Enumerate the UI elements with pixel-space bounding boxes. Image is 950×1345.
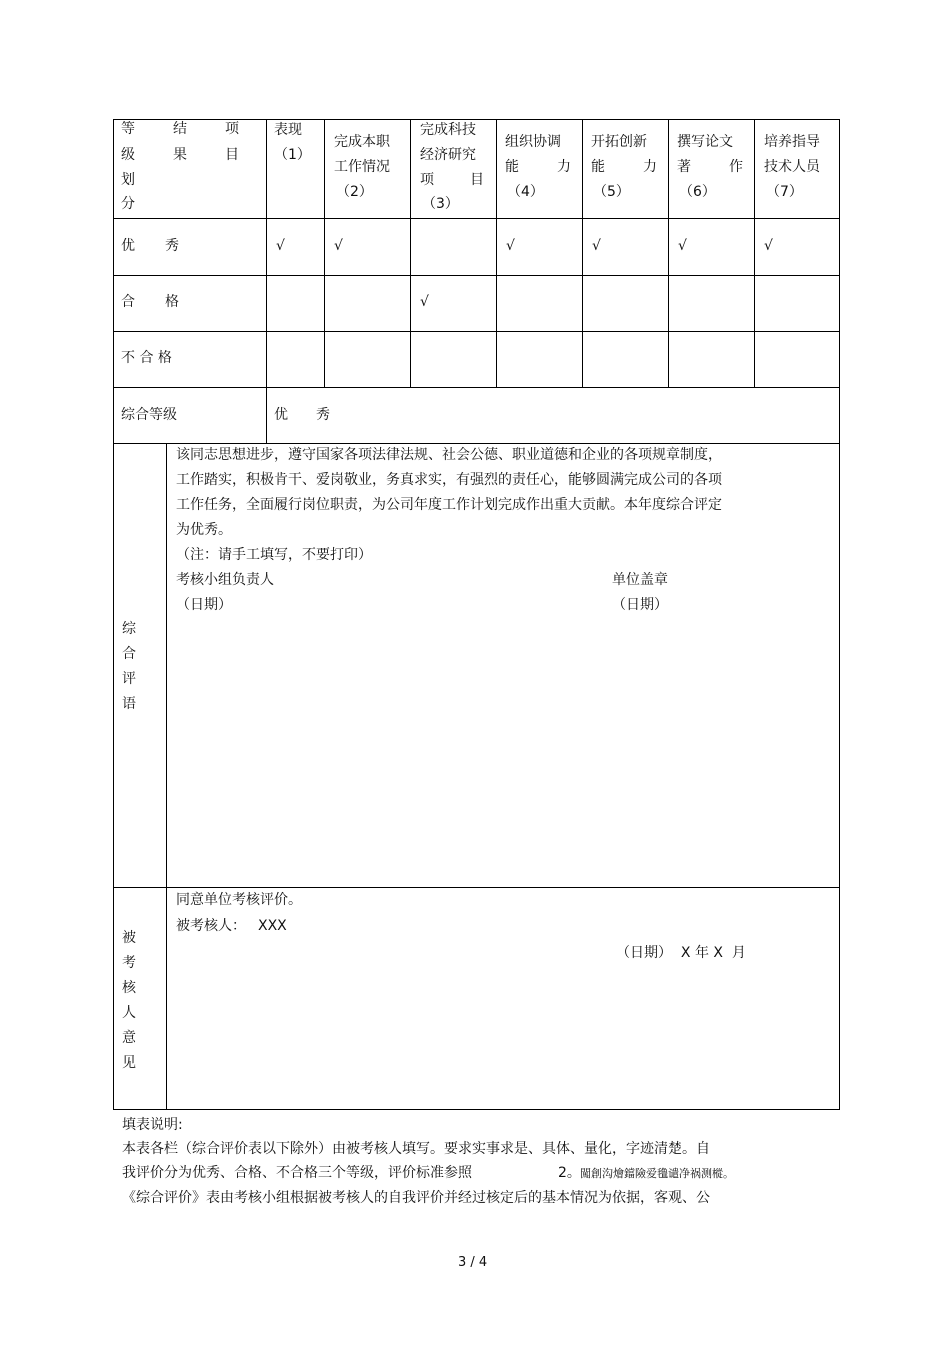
corner-text: 目 bbox=[225, 147, 239, 163]
assessee-name: XXX bbox=[258, 918, 287, 934]
overall-grade-value: 秀 bbox=[316, 407, 330, 423]
overall-grade-value: 优 bbox=[274, 407, 288, 423]
header-text: 著 bbox=[677, 159, 691, 175]
notes-garbled-text: 闖創沟燴鐺險爱氇谴净祸测樅。 bbox=[580, 1167, 734, 1180]
notes-number: 2。 bbox=[558, 1165, 581, 1181]
header-text: （5） bbox=[593, 184, 630, 200]
assessee-label: 被考核人： bbox=[176, 918, 246, 934]
row-label: 秀 bbox=[165, 238, 179, 254]
header-text: 表现 bbox=[274, 122, 302, 138]
check-mark: √ bbox=[506, 238, 515, 254]
leader-label: 考核小组负责人 bbox=[176, 572, 274, 588]
header-text: （6） bbox=[679, 184, 716, 200]
page-number: 3 / 4 bbox=[458, 1255, 488, 1270]
check-mark: √ bbox=[592, 238, 601, 254]
seal-date: （日期） bbox=[612, 597, 668, 613]
opinion-label: 被 考 核 人 意 见 bbox=[122, 930, 136, 1071]
row-label: 合 bbox=[121, 294, 135, 310]
header-text: 培养指导 bbox=[764, 134, 820, 150]
opinion-date: （日期） X 年 X 月 bbox=[616, 945, 746, 961]
row-label: 优 bbox=[121, 238, 135, 254]
header-text: 经济研究 bbox=[420, 147, 476, 163]
header-text: 能 bbox=[505, 159, 519, 175]
corner-text: 等 bbox=[121, 121, 135, 137]
corner-text: 结 bbox=[173, 121, 187, 137]
header-text: 完成科技 bbox=[420, 122, 476, 138]
comment-note: （注：请手工填写，不要打印） bbox=[176, 547, 372, 563]
header-text: （7） bbox=[766, 184, 803, 200]
header-text: 项 bbox=[420, 172, 434, 188]
corner-text: 项 bbox=[225, 121, 239, 137]
seal-label: 单位盖章 bbox=[612, 572, 668, 588]
comment-line: 工作踏实，积极肯干、爱岗敬业，务真求实，有强烈的责任心，能够圆满完成公司的各项 bbox=[176, 472, 722, 488]
notes-line: 我评价分为优秀、合格、不合格三个等级，评价标准参照 bbox=[122, 1165, 472, 1181]
check-mark: √ bbox=[764, 238, 773, 254]
header-text: 组织协调 bbox=[505, 134, 561, 150]
row-label: 格 bbox=[165, 294, 179, 310]
header-text: （3） bbox=[422, 196, 459, 212]
header-text: 撰写论文 bbox=[677, 134, 733, 150]
header-text: 工作情况 bbox=[334, 159, 390, 175]
header-text: 开拓创新 bbox=[591, 134, 647, 150]
header-text: （2） bbox=[336, 184, 373, 200]
comment-line: 该同志思想进步，遵守国家各项法律法规、社会公德、职业道德和企业的各项规章制度， bbox=[176, 447, 722, 463]
row-label: 不 合 格 bbox=[121, 350, 172, 366]
notes-line: 本表各栏（综合评价表以下除外）由被考核人填写。要求实事求是、具体、量化，字迹清楚。自 bbox=[122, 1141, 710, 1157]
comment-line: 工作任务，全面履行岗位职责，为公司年度工作计划完成作出重大贡献。本年度综合评定 bbox=[176, 497, 722, 513]
comment-label: 综 合 评 语 bbox=[122, 621, 136, 712]
opinion-agree: 同意单位考核评价。 bbox=[176, 892, 302, 908]
notes-title: 填表说明: bbox=[122, 1117, 183, 1133]
overall-grade-label: 综合等级 bbox=[121, 407, 177, 423]
corner-text: 级 bbox=[121, 147, 135, 163]
check-mark: √ bbox=[420, 294, 429, 310]
comment-line: 为优秀。 bbox=[176, 522, 232, 538]
header-text: 完成本职 bbox=[334, 134, 390, 150]
corner-text: 果 bbox=[173, 147, 187, 163]
notes-line: 《综合评价》表由考核小组根据被考核人的自我评价并经过核定后的基本情况为依据，客观、公 bbox=[122, 1190, 710, 1206]
header-text: 力 bbox=[643, 159, 657, 175]
check-mark: √ bbox=[678, 238, 687, 254]
corner-text: 分 bbox=[121, 196, 135, 212]
corner-text: 划 bbox=[121, 172, 135, 188]
header-text: （1） bbox=[274, 147, 311, 163]
header-text: 力 bbox=[557, 159, 571, 175]
header-text: 技术人员 bbox=[764, 159, 820, 175]
header-text: 作 bbox=[729, 159, 743, 175]
leader-date: （日期） bbox=[176, 597, 232, 613]
check-mark: √ bbox=[276, 238, 285, 254]
header-text: （4） bbox=[507, 184, 544, 200]
header-text: 能 bbox=[591, 159, 605, 175]
header-text: 目 bbox=[470, 172, 484, 188]
check-mark: √ bbox=[334, 238, 343, 254]
